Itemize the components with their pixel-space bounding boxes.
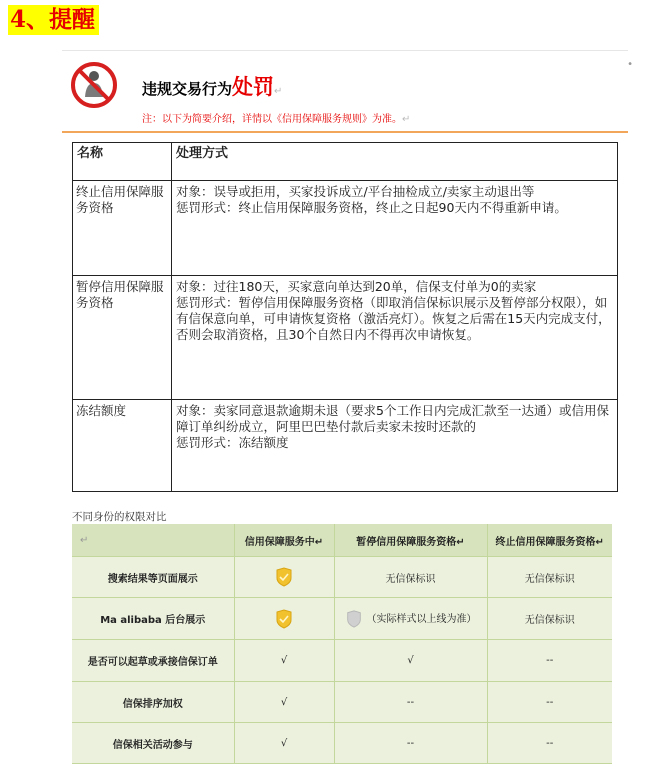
cell-terminated: -- <box>487 723 612 764</box>
header-name: 名称 <box>73 143 172 181</box>
header-action: 处理方式 <box>172 143 618 181</box>
header-terminated: 终止信用保障服务资格↵ <box>487 524 612 557</box>
banner-title: 违规交易行为处罚↵ <box>142 75 283 99</box>
row-detail: 对象：误导或拒用，买家投诉成立/平台抽检成立/卖家主动退出等 惩罚形式：终止信用保障服务资格，终止之日起90天内不得重新申请。 <box>172 181 618 276</box>
cell-active <box>234 557 334 598</box>
table-row <box>72 557 612 598</box>
table-row <box>73 181 618 276</box>
table-row <box>72 682 612 723</box>
row-name: 冻结额度 <box>73 400 172 492</box>
row-name: 终止信用保障服务资格 <box>73 181 172 276</box>
table-row <box>73 400 618 492</box>
gold-shield-icon <box>274 567 294 587</box>
cell-active: √ <box>234 723 334 764</box>
row-name: 暂停信用保障服务资格 <box>73 276 172 400</box>
row-detail: 对象：卖家同意退款逾期未退（要求5个工作日内完成汇款至一达通）或信用保障订单纠纷成立，阿里巴巴垫付款后卖家未按时还款的 惩罚形式：冻结额度 <box>172 400 618 492</box>
row-detail: 对象：过往180天，买家意向单达到20单，信保支付单为0的卖家 惩罚形式：暂停信用保障服务资格（即取消信保标识展示及暂停部分权限），如有信保意向单，可申请恢复资格（激活亮灯）。恢复之后需在15天内完成支付，否则会取消资格，且30个自然日内不得再次申请恢复。 <box>172 276 618 400</box>
comparison-header-row <box>72 524 612 557</box>
header-active: 信用保障服务中↵ <box>234 524 334 557</box>
cell-paused: （实际样式以上线为准） <box>334 598 487 640</box>
cell-active: √ <box>234 640 334 682</box>
cell-paused: -- <box>334 682 487 723</box>
comparison-caption: 不同身份的权限对比 <box>72 511 167 523</box>
table-row <box>72 723 612 764</box>
gold-shield-icon <box>274 609 294 629</box>
row-label: 是否可以起草或承接信保订单 <box>72 640 234 682</box>
cell-terminated: -- <box>487 682 612 723</box>
cell-paused: -- <box>334 723 487 764</box>
table-header-row <box>73 143 618 181</box>
cell-terminated: -- <box>487 640 612 682</box>
comparison-table <box>72 524 612 764</box>
table-row <box>73 276 618 400</box>
table-row <box>72 598 612 640</box>
cell-active: √ <box>234 682 334 723</box>
row-label: 信保排序加权 <box>72 682 234 723</box>
banner-note: 注：以下为简要介绍，详情以《信用保障服务规则》为准。↵ <box>142 114 411 125</box>
table-row <box>72 640 612 682</box>
cell-terminated: 无信保标识 <box>487 598 612 640</box>
row-label: 信保相关活动参与 <box>72 723 234 764</box>
cell-terminated: 无信保标识 <box>487 557 612 598</box>
cell-paused: √ <box>334 640 487 682</box>
corner-mark: • <box>627 59 633 70</box>
section-heading: 4、提醒 <box>8 5 99 35</box>
prohibition-icon <box>70 61 118 109</box>
cell-active <box>234 598 334 640</box>
row-label: 搜索结果等页面展示 <box>72 557 234 598</box>
header-corner: ↵ <box>72 524 234 557</box>
cell-paused: 无信保标识 <box>334 557 487 598</box>
grey-shield-icon <box>345 610 363 628</box>
penalty-banner <box>62 50 633 133</box>
row-label: Ma alibaba 后台展示 <box>72 598 234 640</box>
header-paused: 暂停信用保障服务资格↵ <box>334 524 487 557</box>
penalty-table <box>72 142 618 492</box>
